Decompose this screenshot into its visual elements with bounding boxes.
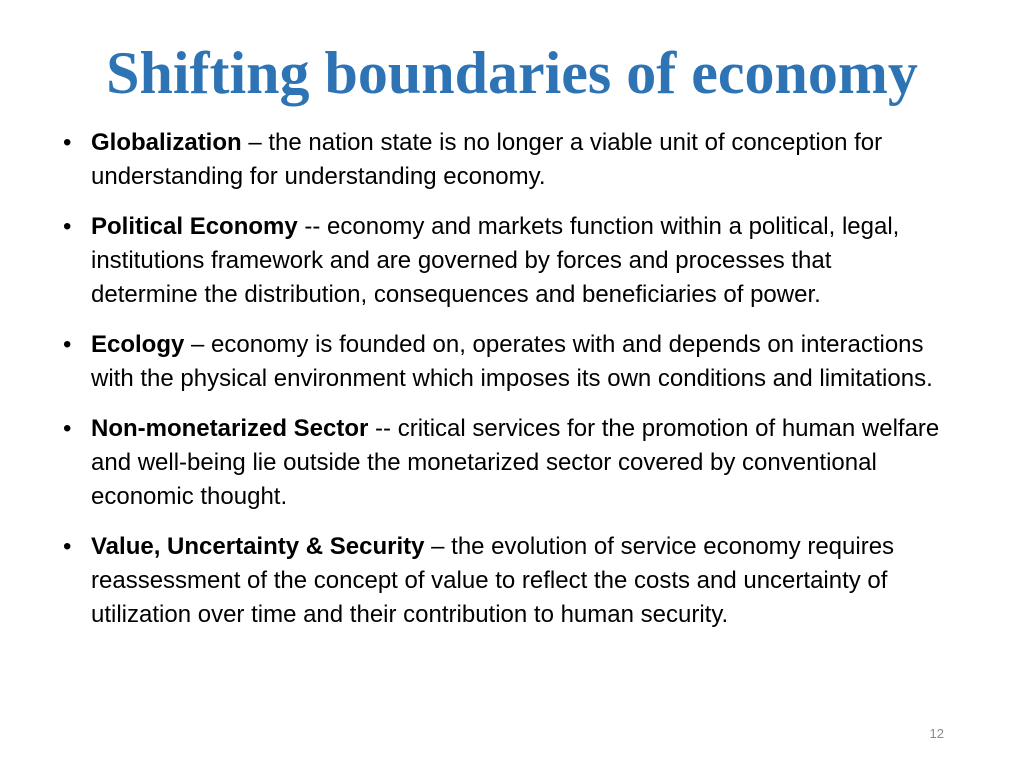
bullet-dot-icon: • [63, 415, 72, 442]
bullet-item-globalization [63, 126, 943, 194]
page-number: 12 [929, 726, 944, 741]
bullet-dot-icon: • [63, 213, 72, 240]
bullet-text: -- economy and markets function within a political, legal, institutions framework and are governed by forces and processes that determine the distribution, consequences and beneficiaries of power. [91, 213, 900, 308]
bullet-item-political-economy [63, 210, 943, 312]
bullet-dot-icon: • [63, 331, 72, 358]
bullet-list [63, 126, 943, 648]
bullet-item-non-monetarized-sector [63, 412, 943, 514]
bullet-text: – the nation state is no longer a viable unit of conception for understanding for understanding economy. [91, 129, 883, 190]
bullet-text: – economy is founded on, operates with and depends on interactions with the physical environment which imposes its own conditions and limitations. [91, 331, 933, 392]
bullet-item-value-uncertainty-security [63, 530, 943, 632]
bullet-text: – the evolution of service economy requires reassessment of the concept of value to reflect the costs and uncertainty of utilization over time and their contribution to human security. [91, 533, 895, 628]
bullet-term: Value, Uncertainty & Security [91, 533, 425, 560]
slide-title: Shifting boundaries of economy [106, 40, 918, 106]
bullet-term: Globalization [91, 129, 242, 156]
bullet-term: Non-monetarized Sector [91, 415, 369, 442]
bullet-term: Ecology [91, 331, 185, 358]
bullet-dot-icon: • [63, 533, 72, 560]
bullet-text: -- critical services for the promotion of human welfare and well-being lie outside the monetarized sector covered by conventional economic thought. [91, 415, 940, 510]
bullet-dot-icon: • [63, 129, 72, 156]
bullet-item-ecology [63, 328, 943, 396]
bullet-term: Political Economy [91, 213, 298, 240]
